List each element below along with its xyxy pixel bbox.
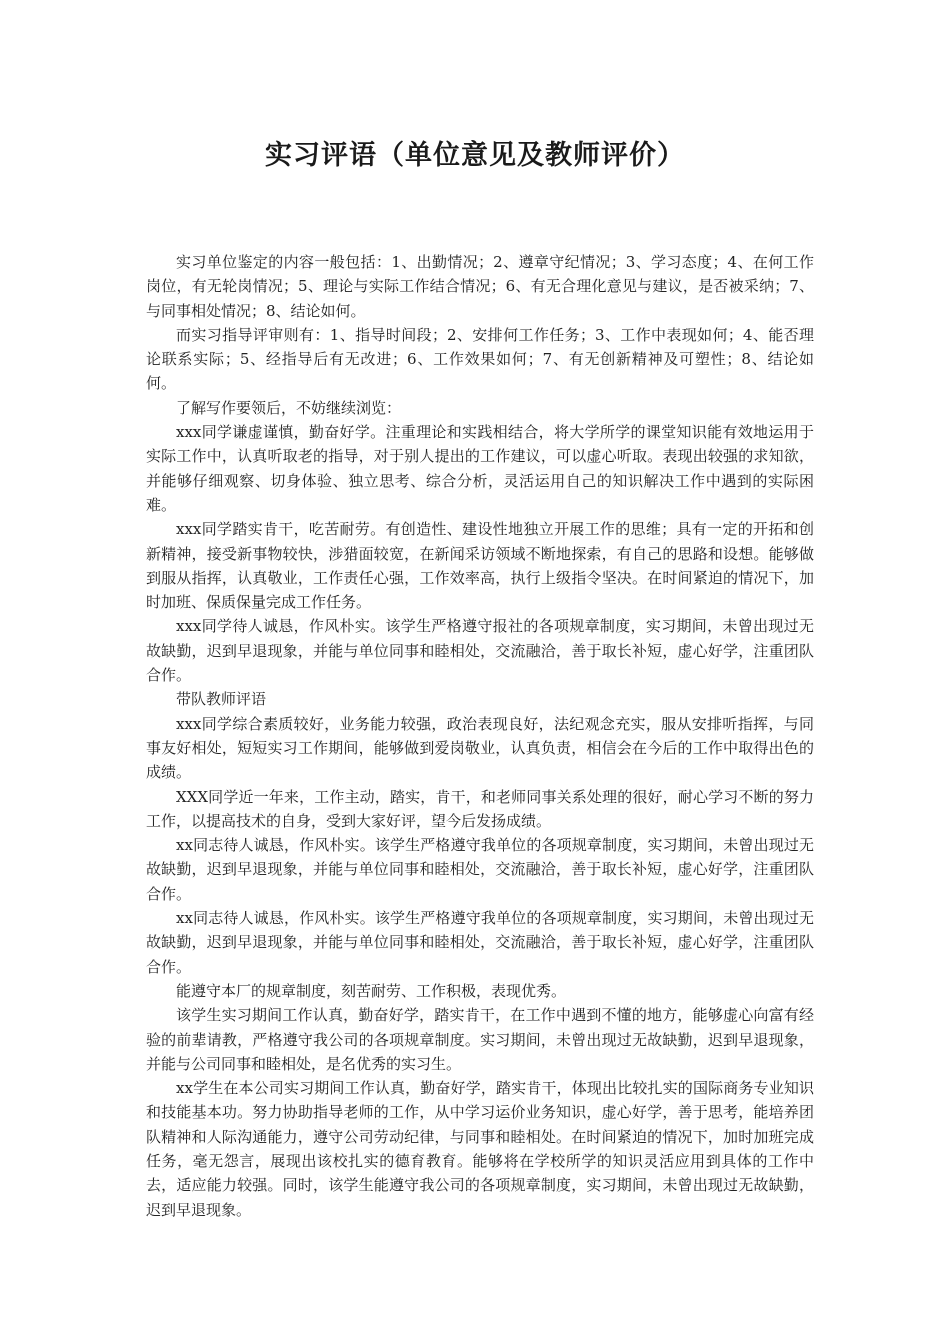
paragraph-unit-evaluation-contents: 实习单位鉴定的内容一般包括：1、出勤情况；2、遵章守纪情况；3、学习态度；4、在何工作岗位，有无轮岗情况；5、理论与实际工作结合情况；6、有无合理化意见与建议，是否被采纳；7、与同事相处情况；8、结论如何。 <box>146 253 814 320</box>
paragraph-comment-2: xxx同学踏实肯干，吃苦耐劳。有创造性、建设性地独立开展工作的思维；具有一定的开拓和创新精神，接受新事物较快，涉猎面较宽，在新闻采访领域不断地探索，有自己的思路和设想。能够做到服从指挥，认真敬业，工作责任心强，工作效率高，执行上级指令坚决。在时间紧迫的情况下，加时加班、保质保量完成工作任务。 <box>146 520 814 612</box>
section-heading-teacher-comments: 带队教师评语 <box>176 690 267 709</box>
paragraph-continue-reading: 了解写作要领后，不妨继续浏览： <box>176 398 402 417</box>
paragraph-comment-3: xxx同学待人诚恳，作风朴实。该学生严格遵守报社的各项规章制度，实习期间，未曾出现过无故缺勤，迟到早退现象，并能与单位同事和睦相处，交流融洽，善于取长补短，虚心好学，注重团队合作。 <box>146 617 814 685</box>
document-body <box>146 250 814 1222</box>
paragraph-instructor-review-contents: 而实习指导评审则有：1、指导时间段；2、安排何工作任务；3、工作中表现如何；4、能否理论联系实际；5、经指导后有无改进；6、工作效果如何；7、有无创新精神及可塑性；8、结论如何。 <box>146 325 814 393</box>
paragraph-teacher-comment-5: 能遵守本厂的规章制度，刻苦耐劳、工作积极，表现优秀。 <box>176 981 567 1000</box>
document-title: 实习评语（单位意见及教师评价） <box>265 140 685 171</box>
paragraph-teacher-comment-3: xx同志待人诚恳，作风朴实。该学生严格遵守我单位的各项规章制度，实习期间，未曾出现过无故缺勤，迟到早退现象，并能与单位同事和睦相处，交流融洽，善于取长补短，虚心好学，注重团队合作。 <box>146 836 814 903</box>
paragraph-teacher-comment-6: 该学生实习期间工作认真，勤奋好学，踏实肯干，在工作中遇到不懂的地方，能够虚心向富有经验的前辈请教，严格遵守我公司的各项规章制度。实习期间，未曾出现过无故缺勤，迟到早退现象，并能与公司同事和睦相处，是名优秀的实习生。 <box>146 1006 814 1073</box>
paragraph-teacher-comment-7: xx学生在本公司实习期间工作认真，勤奋好学，踏实肯干，体现出比较扎实的国际商务专业知识和技能基本功。努力协助指导老师的工作，从中学习运价业务知识，虚心好学，善于思考，能培养团队精神和人际沟通能力，遵守公司劳动纪律，与同事和睦相处。在时间紧迫的情况下，加时加班完成任务，毫无怨言，展现出该校扎实的德育教育。能够将在学校所学的知识灵活应用到具体的工作中去，适应能力较强。同时，该学生能遵守我公司的各项规章制度，实习期间，未曾出现过无故缺勤，迟到早退现象。 <box>146 1079 814 1219</box>
paragraph-teacher-comment-4: xx同志待人诚恳，作风朴实。该学生严格遵守我单位的各项规章制度，实习期间，未曾出现过无故缺勤，迟到早退现象，并能与单位同事和睦相处，交流融洽，善于取长补短，虚心好学，注重团队合作。 <box>146 909 814 976</box>
paragraph-teacher-comment-1: xxx同学综合素质较好，业务能力较强，政治表现良好，法纪观念充实，服从安排听指挥，与同事友好相处，短短实习工作期间，能够做到爱岗敬业，认真负责，相信会在今后的工作中取得出色的成绩。 <box>146 714 814 782</box>
paragraph-comment-1: xxx同学谦虚谨慎，勤奋好学。注重理论和实践相结合，将大学所学的课堂知识能有效地运用于实际工作中，认真听取老的指导，对于别人提出的工作建议，可以虚心听取。表现出较强的求知欲，并能够仔细观察、切身体验、独立思考、综合分析，灵活运用自己的知识解决工作中遇到的实际困难。 <box>146 423 814 514</box>
paragraph-teacher-comment-2: XXX同学近一年来，工作主动，踏实，肯干，和老师同事关系处理的很好，耐心学习不断的努力工作，以提高技术的自身，受到大家好评，望今后发扬成绩。 <box>146 787 814 830</box>
